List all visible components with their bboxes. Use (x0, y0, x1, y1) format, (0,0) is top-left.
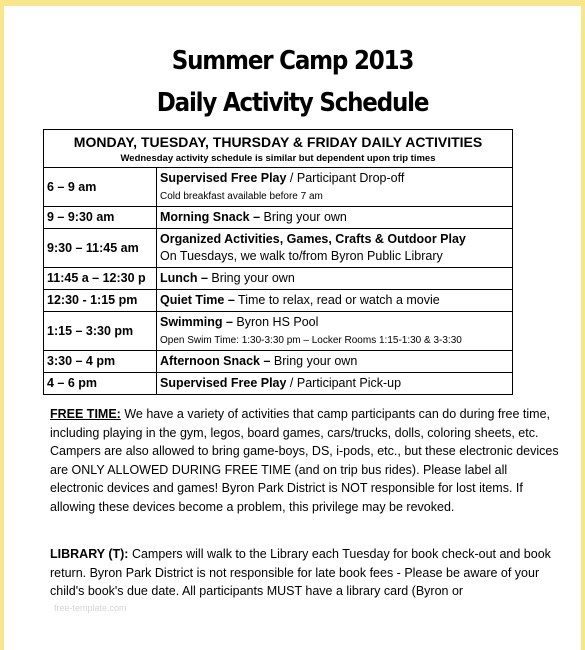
time-cell: 9 – 9:30 am (44, 207, 157, 229)
activity-detail: Time to relax, read or watch a movie (234, 293, 440, 307)
schedule-header: MONDAY, TUESDAY, THURSDAY & FRIDAY DAILY ACTIVITIES (73, 134, 483, 150)
activity-detail: / Participant Pick-up (286, 376, 402, 390)
activity-detail: / Participant Drop-off (286, 171, 405, 185)
activity-cell (157, 373, 513, 395)
activity-cell (157, 268, 513, 290)
free-time-text: We have a variety of activities that camp participants can do during free time, including playing in the gym, legos, board games, cars/trucks, dolls, coloring sheets, etc. Campers are also allowed to bring game-boys, DS, i-pods, etc., but these electronic devices are ONLY ALLOWED DURING FREE TIME (and on trip bus rides). Please label all electronic devices and games! Byron Park District is NOT responsible for lost items. If allowing these devices become a problem, this privilege may be revoked. (50, 407, 559, 514)
activity-detail: Byron HS Pool (232, 315, 319, 329)
activity-name: Afternoon Snack – (160, 354, 271, 368)
activity-cell (157, 290, 513, 312)
activity-cell (157, 168, 513, 207)
time-cell: 12:30 - 1:15 pm (44, 290, 157, 312)
activity-name: Morning Snack – (160, 210, 261, 224)
time-cell: 6 – 9 am (44, 168, 157, 207)
table-row (44, 373, 513, 395)
schedule-subheader: Wednesday activity schedule is similar but dependent upon trip times (120, 153, 436, 164)
table-row (44, 207, 513, 229)
library-paragraph (50, 545, 560, 601)
time-cell: 11:45 a – 12:30 p (44, 268, 157, 290)
activity-name: Organized Activities, Games, Crafts & Outdoor Play (160, 232, 466, 246)
activity-name: Swimming – (160, 315, 233, 329)
activity-cell (157, 207, 513, 229)
schedule-header-row (44, 130, 513, 168)
activity-cell (157, 312, 513, 351)
activity-name: Supervised Free Play (160, 171, 287, 185)
document-subtitle: Daily Activity Schedule (156, 88, 429, 118)
activity-detail: Bring your own (270, 354, 358, 368)
activity-detail: Bring your own (260, 210, 347, 224)
activity-name: Supervised Free Play (160, 376, 287, 390)
table-row (44, 268, 513, 290)
table-row (44, 290, 513, 312)
activity-name: Lunch – (160, 271, 208, 285)
activity-note: On Tuesdays, we walk to/from Byron Public Library (160, 249, 443, 263)
document-page (4, 6, 581, 650)
activity-name: Quiet Time – (160, 293, 235, 307)
library-label: LIBRARY (T): (50, 547, 129, 561)
activity-cell (157, 351, 513, 373)
watermark: free-template.com (54, 603, 127, 613)
table-row (44, 351, 513, 373)
table-row (44, 312, 513, 351)
document-title: Summer Camp 2013 (171, 46, 414, 76)
schedule-table (43, 129, 513, 395)
activity-cell (157, 229, 513, 268)
table-row (44, 229, 513, 268)
time-cell: 3:30 – 4 pm (44, 351, 157, 373)
activity-detail: Bring your own (207, 271, 295, 285)
time-cell: 9:30 – 11:45 am (44, 229, 157, 268)
library-text: Campers will walk to the Library each Tuesday for book check-out and book return. Byron Park District is not responsible for late book fees - Please be aware of your child's book's due date. All participants MUST have a library card (Byron or (50, 547, 551, 598)
time-cell: 1:15 – 3:30 pm (44, 312, 157, 351)
time-cell: 4 – 6 pm (44, 373, 157, 395)
free-time-paragraph (50, 405, 560, 516)
table-row (44, 168, 513, 207)
activity-note: Open Swim Time: 1:30-3:30 pm – Locker Rooms 1:15-1:30 & 3-3:30 (160, 335, 462, 346)
free-time-label: FREE TIME: (50, 407, 121, 421)
activity-note: Cold breakfast available before 7 am (160, 191, 323, 202)
